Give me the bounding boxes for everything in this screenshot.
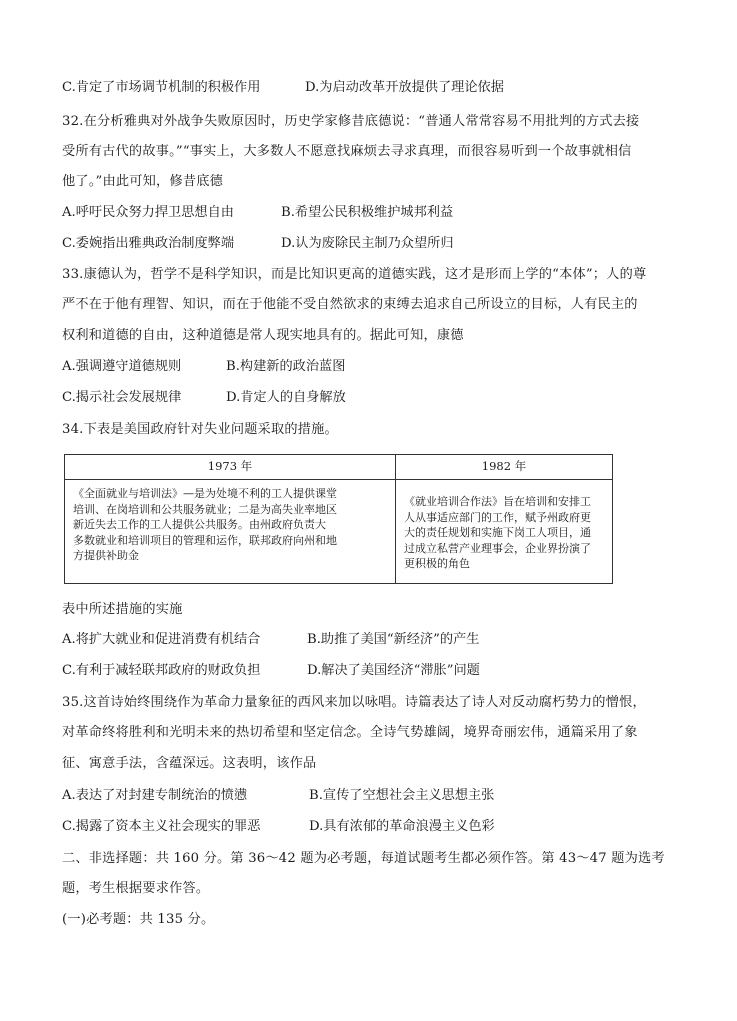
q33-stem-line-2: 严不在于他有理智、知识，而在于他能不受自然欲求的束缚去追求自己所设立的目标，人有民主的 [62,297,638,312]
q32-option-c: C.委婉指出雅典政治制度弊端 [62,236,235,251]
q32-option-b: B.希望公民积极维护城邦利益 [281,205,454,220]
q32-stem-line-2: 受所有古代的故事。”“事实上，大多数人不愿意找麻烦去寻求真理，而很容易听到一个故事就相信 [62,144,632,159]
q33-stem-line-3: 权利和道德的自由，这种道德是常人现实地具有的。据此可知，康德 [62,328,464,343]
q35-stem-line-1: 35.这首诗始终围绕作为革命力量象征的西风来加以咏唱。诗篇表达了诗人对反动腐朽势力的憎恨， [62,695,646,710]
cell-1973-line: 培训、在岗培训和公共服务就业；二是为高失业率地区 [73,502,337,516]
q34-option-b: B.助推了美国“新经济”的产生 [307,632,480,647]
q34-option-c: C.有利于减轻联邦政府的财政负担 [62,663,261,678]
table-cell-1982 [396,480,613,584]
q35-option-d: D.具有浓郁的革命浪漫主义色彩 [309,819,495,834]
table-header-1973: 1973 年 [65,455,396,480]
cell-1982-line: 大的责任规划和实施下岗工人项目，通 [404,526,591,539]
q31-option-d: D.为启动改革开放提供了理论依据 [305,80,504,95]
q33-option-a: A.强调遵守道德规则 [62,359,182,374]
cell-1973-line: 《全面就业与培训法》—是为处境不利的工人提供课堂 [73,487,337,500]
q34-option-d: D.解决了美国经济“滞胀”问题 [307,663,480,678]
section2-subheading: (一)必考题：共 135 分。 [62,912,215,927]
measures-table [64,454,613,584]
section2-heading-line-2: 题，考生根据要求作答。 [62,881,210,896]
q35-stem-line-3: 征、寓意手法，含蕴深远。这表明，该作品 [62,756,317,771]
cell-1982-line: 人从事适应部门的工作，赋予州政府更 [404,510,591,524]
q32-stem-line-3: 他了。”由此可知，修昔底德 [62,174,223,189]
q35-option-a: A.表达了对封建专制统治的愤懑 [62,788,248,803]
cell-1973-line: 多数就业和培训项目的管理和运作，联邦政府向州和地 [73,533,337,547]
q31-option-c: C.肯定了市场调节机制的积极作用 [62,80,261,95]
cell-1982-line: 更积极的角色 [404,557,470,570]
q32-option-d: D.认为废除民主制乃众望所归 [281,236,454,251]
q35-option-c: C.揭露了资本主义社会现实的罪恶 [62,819,261,834]
cell-1982-line: 《就业培训合作法》旨在培训和安排工 [404,495,591,508]
cell-1982-line: 过成立私营产业理事会，企业界扮演了 [404,541,591,555]
q35-option-b: B.宣传了空想社会主义思想主张 [309,788,495,803]
table-cell-1973 [65,480,396,584]
q34-lead: 表中所述措施的实施 [62,602,183,617]
q33-option-c: C.揭示社会发展规律 [62,390,182,405]
cell-1973-line: 方提供补助金 [73,549,139,562]
q32-stem-line-1: 32.在分析雅典对外战争失败原因时，历史学家修昔底德说：“普通人常常容易不用批判的方式去接 [62,114,640,129]
table-header-1982: 1982 年 [396,455,613,480]
q33-option-d: D.肯定人的自身解放 [226,390,346,405]
q34-stem: 34.下表是美国政府针对失业问题采取的措施。 [62,422,338,437]
cell-1973-line: 新近失去工作的工人提供公共服务。由州政府负责大 [73,518,326,531]
q35-stem-line-2: 对革命终将胜利和光明未来的热切希望和坚定信念。全诗气势雄阔，境界奇丽宏伟，通篇采用了象 [62,725,638,740]
section2-heading-line-1: 二、非选择题：共 160 分。第 36～42 题为必考题，每道试题考生都必须作答。第 43～47 题为选考 [62,851,665,866]
q33-stem-line-1: 33.康德认为，哲学不是科学知识，而是比知识更高的道德实践，这才是形而上学的“本体”；人的尊 [62,267,647,282]
q33-option-b: B.构建新的政治蓝图 [226,359,346,374]
q34-option-a: A.将扩大就业和促进消费有机结合 [62,632,261,647]
q32-option-a: A.呼吁民众努力捍卫思想自由 [62,205,234,220]
